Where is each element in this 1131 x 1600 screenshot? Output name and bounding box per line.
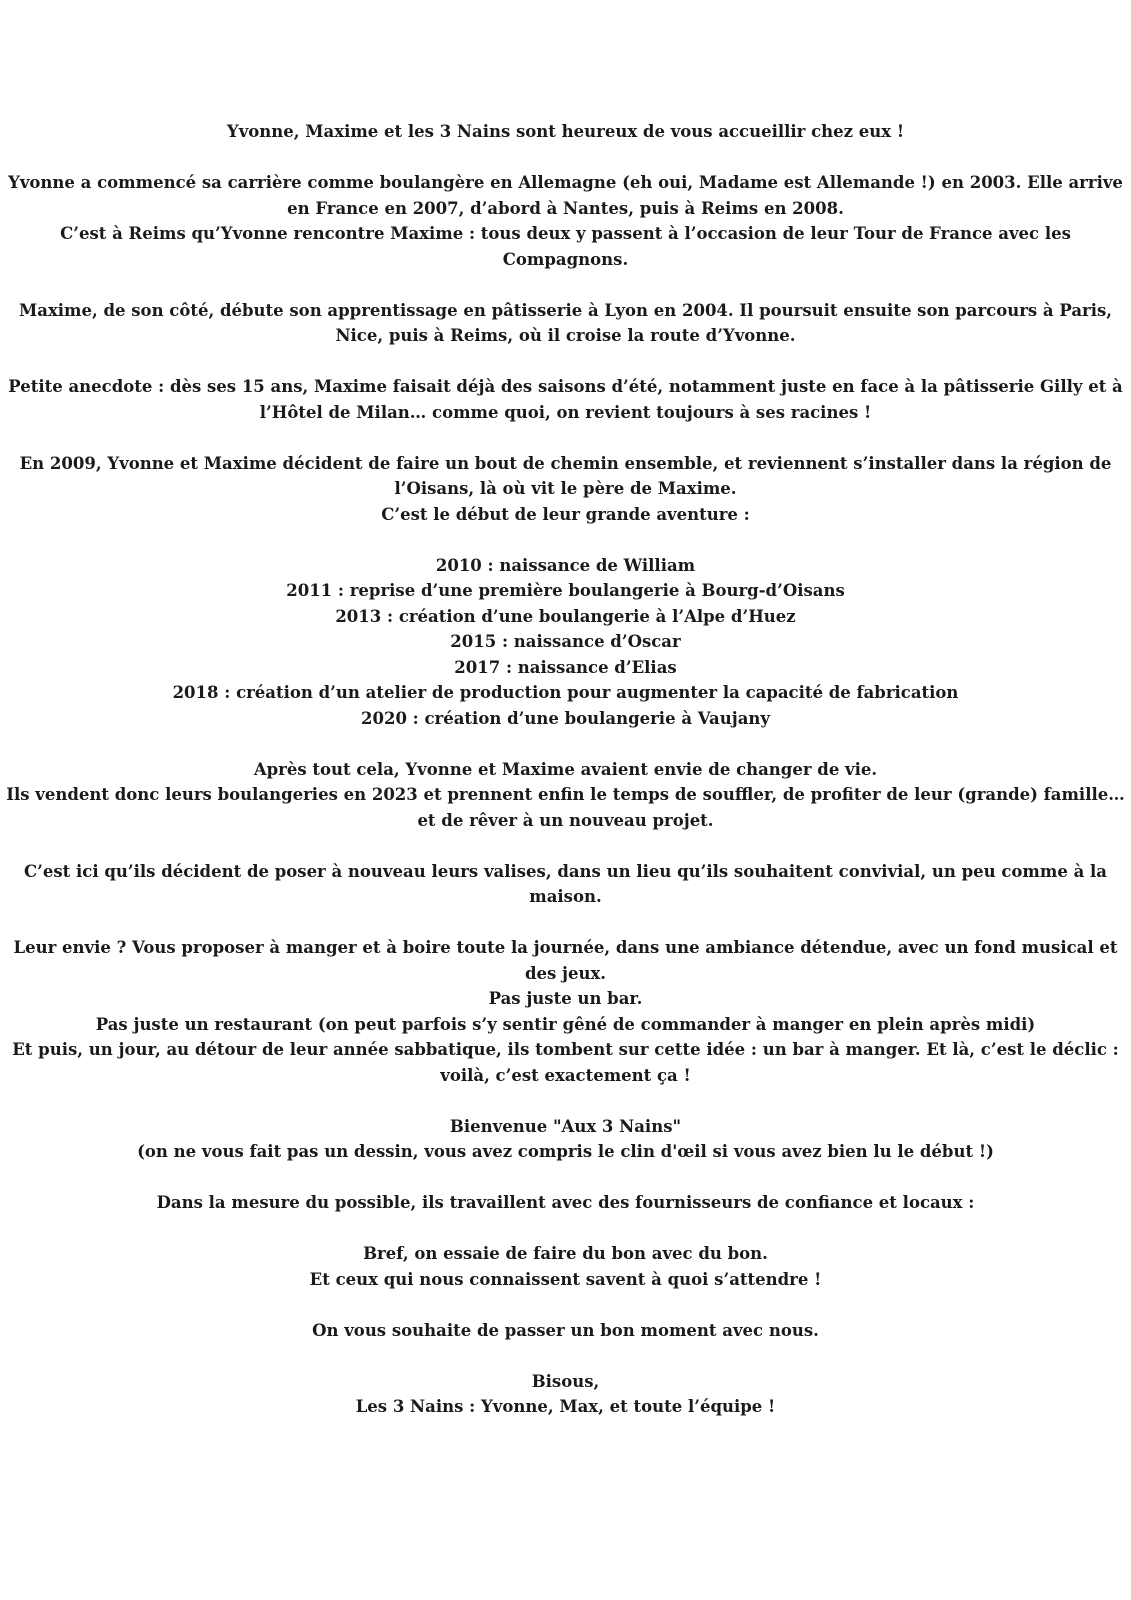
paragraph-concept [2,935,1129,1088]
text-line: C’est le début de leur grande aventure : [381,504,750,524]
timeline-item: 2013 : création d’une boulangerie à l’Alpe d’Huez [335,606,796,626]
timeline-item: 2018 : création d’un atelier de production pour augmenter la capacité de fabrication [172,683,959,702]
text-line: Petite anecdote : dès ses 15 ans, Maxime faisait déjà des saisons d’été, notamment juste en face à la pâtisserie Gilly et à l’Hôtel de Milan… comme quoi, on revient toujours à ses racines ! [8,377,1123,422]
paragraph-bienvenue [2,1114,1129,1165]
timeline-item: 2017 : naissance d’Elias [454,657,677,677]
text-line: Pas juste un restaurant (on peut parfois s’y sentir gêné de commander à manger en plein après midi) [95,1014,1036,1034]
timeline-item: 2020 : création d’une boulangerie à Vaujany [361,708,770,728]
text-line: Bref, on essaie de faire du bon avec du bon. [363,1244,768,1263]
text-line: Après tout cela, Yvonne et Maxime avaient envie de changer de vie. [253,759,878,779]
text-line: (on ne vous fait pas un dessin, vous avez compris le clin d'œil si vous avez bien lu le début !) [137,1142,994,1161]
paragraph-anecdote [2,374,1129,425]
text-line: Et ceux qui nous connaissent savent à quoi s’attendre ! [309,1269,822,1289]
paragraph-wish [2,1318,1129,1344]
paragraph-suppliers [2,1190,1129,1216]
timeline-item: 2010 : naissance de William [435,555,696,575]
text-line: Les 3 Nains : Yvonne, Max, et toute l’équipe ! [355,1397,776,1416]
paragraph-here [2,859,1129,910]
paragraph-welcome [2,119,1129,145]
text-line: Yvonne, Maxime et les 3 Nains sont heureux de vous accueillir chez eux ! [226,122,905,141]
text-line: Ils vendent donc leurs boulangeries en 2023 et prennent enfin le temps de souffler, de profiter de leur (grande) famille… et de rêver à un nouveau projet. [6,785,1125,830]
text-line: C’est ici qu’ils décident de poser à nouveau leurs valises, dans un lieu qu’ils souhaitent convivial, un peu comme à la maison. [24,861,1107,906]
paragraph-signature [2,1369,1129,1420]
paragraph-maxime-career [2,298,1129,349]
paragraph-yvonne-career [2,170,1129,272]
text-line: Bienvenue "Aux 3 Nains" [449,1116,682,1136]
text-line: On vous souhaite de passer un bon moment avec nous. [312,1320,819,1340]
text-line: Bisous, [531,1371,600,1391]
text-line: Yvonne a commencé sa carrière comme boulangère en Allemagne (eh oui, Madame est Allemande !) en 2003. Elle arrive en France en 2007, d’abord à Nantes, puis à Reims en 2008. [8,173,1123,218]
paragraph-change [2,757,1129,834]
paragraph-2009 [2,451,1129,528]
text-line: Pas juste un bar. [488,989,643,1008]
text-line: Maxime, de son côté, débute son apprentissage en pâtisserie à Lyon en 2004. Il poursuit ensuite son parcours à Paris, Nice, puis à Reims, où il croise la route d’Yvonne. [18,300,1113,345]
paragraph-bref [2,1241,1129,1292]
paragraph-timeline [2,553,1129,732]
text-line: En 2009, Yvonne et Maxime décident de faire un bout de chemin ensemble, et reviennent s’installer dans la région de l’Oisans, là où vit le père de Maxime. [19,453,1112,498]
document-page [0,119,1131,1445]
text-line: C’est à Reims qu’Yvonne rencontre Maxime : tous deux y passent à l’occasion de leur Tour de France avec les Compagnons. [60,224,1071,269]
text-line: Leur envie ? Vous proposer à manger et à boire toute la journée, dans une ambiance détendue, avec un fond musical et des jeux. [13,938,1118,983]
text-line: Et puis, un jour, au détour de leur année sabbatique, ils tombent sur cette idée : un bar à manger. Et là, c’est le déclic : voilà, c’est exactement ça ! [12,1040,1119,1085]
timeline-item: 2015 : naissance d’Oscar [450,632,681,651]
text-line: Dans la mesure du possible, ils travaillent avec des fournisseurs de confiance et locaux : [156,1193,975,1212]
timeline-item: 2011 : reprise d’une première boulangerie à Bourg-d’Oisans [286,581,845,600]
